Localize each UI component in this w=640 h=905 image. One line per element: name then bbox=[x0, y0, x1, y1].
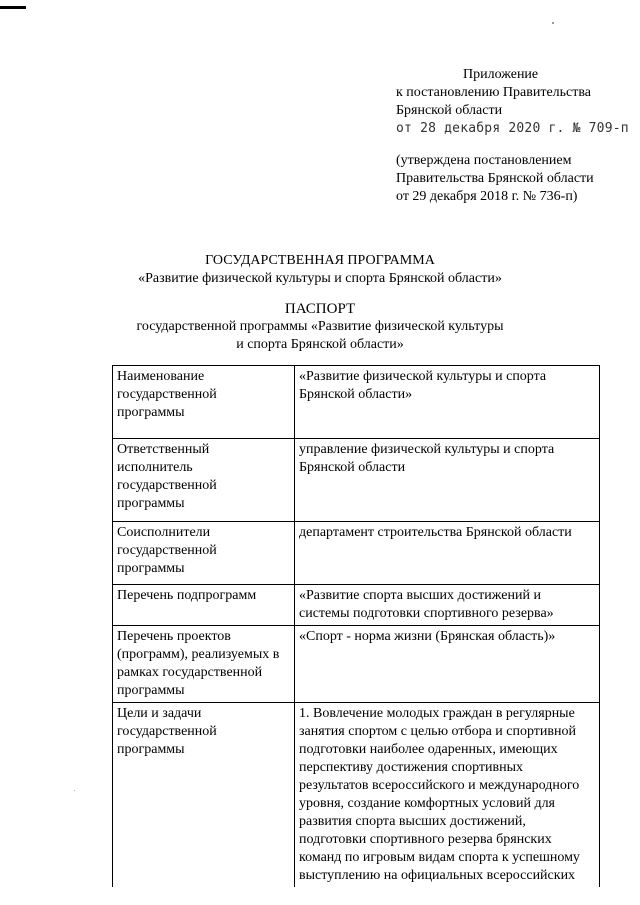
row-label-cell bbox=[113, 366, 295, 439]
row-value-line: подготовки спортивного резерва брянских bbox=[299, 832, 552, 847]
appendix-date-stamp: от 28 декабря 2020 г. № 709-п bbox=[396, 121, 629, 136]
row-label-line: Ответственный bbox=[117, 442, 210, 457]
row-label-line: рамках государственной bbox=[117, 665, 263, 680]
row-value-line: перспективу достижения спортивных bbox=[299, 760, 524, 775]
appendix-title: Приложение bbox=[463, 67, 539, 82]
row-value-line: управление физической культуры и спорта bbox=[299, 442, 555, 457]
appendix-line-3: Брянской области bbox=[396, 103, 503, 118]
row-value-line: департамент строительства Брянской области bbox=[299, 525, 572, 540]
row-value-cell bbox=[295, 522, 600, 585]
row-value-line: подготовки наиболее одаренных, имеющих bbox=[299, 742, 558, 757]
scan-edge-mark bbox=[0, 6, 26, 9]
row-label-line: программы bbox=[117, 496, 185, 511]
table-row bbox=[113, 703, 600, 888]
passport-table-body bbox=[113, 366, 600, 888]
row-label-line: государственной bbox=[117, 724, 217, 739]
row-label-line: (программ), реализуемых в bbox=[117, 647, 280, 662]
row-label-line: исполнитель bbox=[117, 460, 193, 475]
row-value-cell bbox=[295, 703, 600, 888]
row-value-line: системы подготовки спортивного резерва» bbox=[299, 606, 554, 621]
row-value-line: развития спорта высших достижений, bbox=[299, 814, 526, 829]
approved-line-1: (утверждена постановлением bbox=[396, 153, 572, 168]
passport-heading bbox=[0, 300, 640, 354]
table-row bbox=[113, 522, 600, 585]
row-value-line: команд по игровым видам спорта к успешному bbox=[299, 850, 580, 865]
row-label-line: государственной bbox=[117, 387, 217, 402]
approved-line-2: Правительства Брянской области bbox=[396, 171, 594, 186]
row-label-line: Цели и задачи bbox=[117, 706, 202, 721]
row-label-line: Наименование bbox=[117, 369, 205, 384]
table-row bbox=[113, 626, 600, 703]
passport-subtitle-1: государственной программы «Развитие физической культуры bbox=[136, 319, 504, 334]
passport-subtitle-2: и спорта Брянской области» bbox=[236, 337, 404, 352]
row-label-cell bbox=[113, 522, 295, 585]
program-name: «Развитие физической культуры и спорта Брянской области» bbox=[138, 271, 502, 286]
row-value-cell bbox=[295, 366, 600, 439]
row-label-line: государственной bbox=[117, 543, 217, 558]
program-title: ГОСУДАРСТВЕННАЯ ПРОГРАММА bbox=[205, 253, 435, 268]
row-value-line: занятия спортом с целью отбора и спортивной bbox=[299, 724, 577, 739]
passport-table bbox=[112, 365, 600, 887]
row-label-line: программы bbox=[117, 561, 185, 576]
row-label-cell bbox=[113, 626, 295, 703]
row-value-cell bbox=[295, 585, 600, 626]
row-value-line: Брянской области» bbox=[299, 387, 413, 402]
row-value-cell bbox=[295, 626, 600, 703]
row-label-line: программы bbox=[117, 405, 185, 420]
table-row bbox=[113, 366, 600, 439]
row-label-line: Перечень подпрограмм bbox=[117, 588, 257, 603]
row-value-line: «Развитие спорта высших достижений и bbox=[299, 588, 541, 603]
appendix-line-2: к постановлению Правительства bbox=[396, 85, 592, 100]
appendix-block bbox=[396, 66, 636, 138]
scan-speck bbox=[552, 22, 554, 24]
approved-line-3: от 29 декабря 2018 г. № 736-п) bbox=[396, 189, 578, 204]
row-label-cell bbox=[113, 585, 295, 626]
row-label-line: Перечень проектов bbox=[117, 629, 231, 644]
row-value-line: Брянской области bbox=[299, 460, 406, 475]
row-label-cell bbox=[113, 439, 295, 522]
passport-title: ПАСПОРТ bbox=[284, 301, 356, 317]
row-label-line: государственной bbox=[117, 478, 217, 493]
row-value-line: «Развитие физической культуры и спорта bbox=[299, 369, 547, 384]
program-heading bbox=[0, 252, 640, 288]
row-label-cell bbox=[113, 703, 295, 888]
scan-dot bbox=[74, 790, 75, 791]
row-value-line: результатов всероссийского и международного bbox=[299, 778, 580, 793]
row-value-line: 1. Вовлечение молодых граждан в регулярные bbox=[299, 706, 575, 721]
table-row bbox=[113, 585, 600, 626]
row-label-line: программы bbox=[117, 683, 185, 698]
row-value-line: выступлению на официальных всероссийских bbox=[299, 868, 576, 883]
row-value-cell bbox=[295, 439, 600, 522]
table-row bbox=[113, 439, 600, 522]
row-label-line: Соисполнители bbox=[117, 525, 211, 540]
row-value-line: уровня, создание комфортных условий для bbox=[299, 796, 555, 811]
row-value-line: «Спорт - норма жизни (Брянская область)» bbox=[299, 629, 556, 644]
approved-note bbox=[396, 152, 636, 206]
row-label-line: программы bbox=[117, 742, 185, 757]
